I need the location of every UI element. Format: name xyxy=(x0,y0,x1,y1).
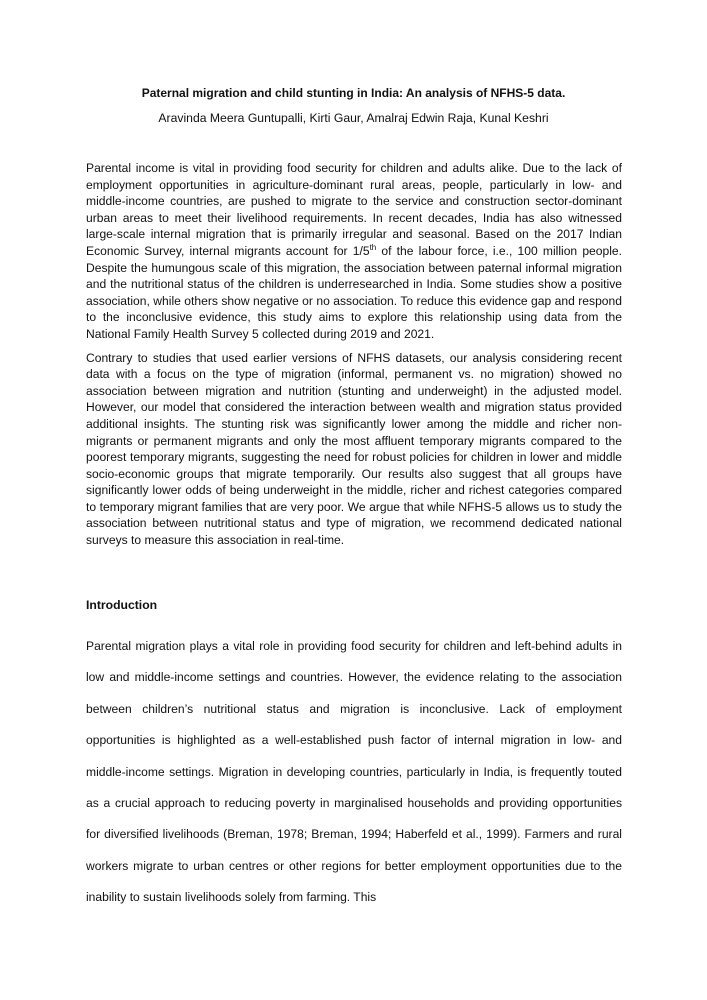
section-heading-introduction: Introduction xyxy=(86,598,158,612)
abstract-paragraph: Contrary to studies that used earlier versions of NFHS datasets, our analysis considering recent data with a focus on the type of migration (informal, permanent vs. no migration) showed no association between migration and nutrition (stunting and underweight) in the adjusted model. However, our model that considered the interaction between wealth and migration status provided additional insights. The stunting risk was significantly lower among the middle and richer non-migrants or permanent migrants and only the most affluent temporary migrants compared to the poorest temporary migrants, suggesting the need for robust policies for children in lower and middle socio-economic groups that migrate temporarily. Our results also suggest that all groups have significantly lower odds of being underweight in the middle, richer and richest categories compared to temporary migrant families that are very poor. We argue that while NFHS-5 allows us to study the association between nutritional status and type of migration, we recommend dedicated national surveys to measure this association in real-time. xyxy=(86,350,622,548)
abstract-paragraph xyxy=(86,160,622,343)
abstract-text: of the labour force, i.e., 100 million people. Despite the humungous scale of this migration, the association between paternal informal migration and the nutritional status of the children is underresearched in India. Some studies show a positive association, while others show negative or no association. To reduce this evidence gap and respond to the inconclusive evidence, this study aims to explore this relationship using data from the National Family Health Survey 5 collected during 2019 and 2021. xyxy=(86,243,622,341)
abstract-text: Parental income is vital in providing food security for children and adults alike. Due to the lack of employment opportunities in agriculture-dominant rural areas, people, particularly in low- and middle-income countries, are pushed to migrate to the service and construction sector-dominant urban areas to meet their livelihood requirements. In recent decades, India has also witnessed large-scale internal migration that is primarily irregular and seasonal. Based on the 2017 Indian Economic Survey, internal migrants account for 1/5 xyxy=(86,161,622,258)
author-list: Aravinda Meera Guntupalli, Kirti Gaur, Amalraj Edwin Raja, Kunal Keshri xyxy=(158,111,549,125)
abstract-section xyxy=(86,160,622,556)
paper-title: Paternal migration and child stunting in India: An analysis of NFHS-5 data. xyxy=(141,86,566,100)
superscript-th: th xyxy=(369,242,377,252)
introduction-paragraph: Parental migration plays a vital role in providing food security for children and left-behind adults in low and middle-income settings and countries. However, the evidence relating to the association between children’s nutritional status and migration is inconclusive. Lack of employment opportunities is highlighted as a well-established push factor of internal migration in low- and middle-income settings. Migration in developing countries, particularly in India, is frequently touted as a crucial approach to reducing poverty in marginalised households and providing opportunities for diversified livelihoods (Breman, 1978; Breman, 1994; Haberfeld et al., 1999). Farmers and rural workers migrate to urban centres or other regions for better employment opportunities due to the inability to sustain livelihoods solely from farming. This xyxy=(86,639,622,905)
